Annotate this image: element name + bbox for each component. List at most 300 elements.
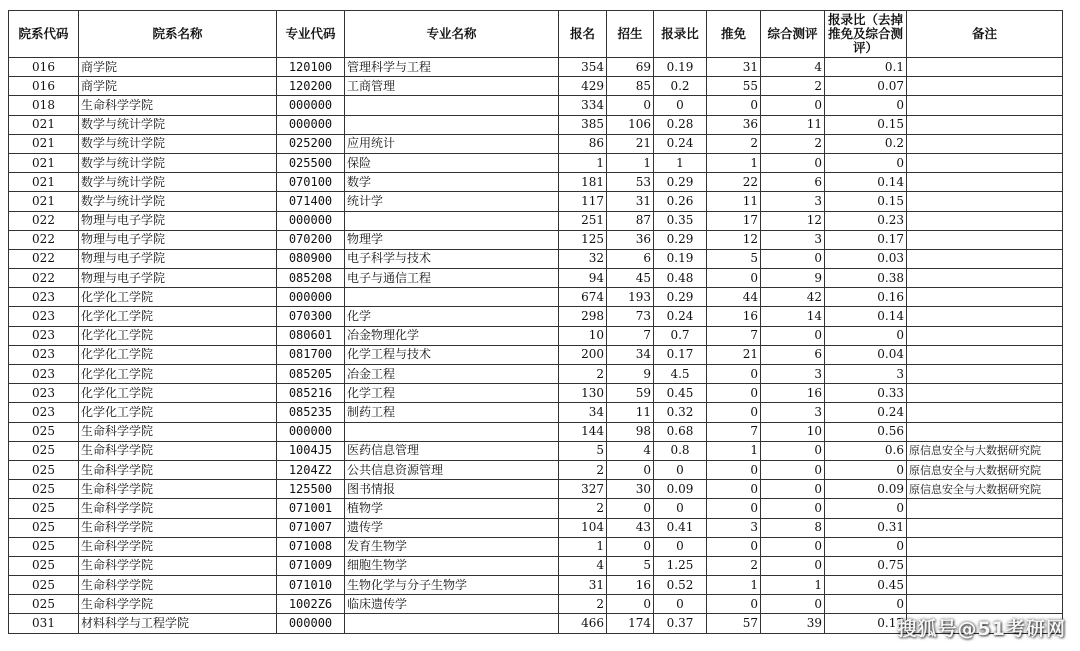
cell-ratio: 1.25 bbox=[654, 556, 707, 575]
cell-major-name: 图书情报 bbox=[345, 480, 559, 499]
cell-dept-code: 025 bbox=[9, 576, 79, 595]
cell-applicants: 86 bbox=[559, 134, 607, 153]
cell-remarks bbox=[907, 499, 1063, 518]
cell-dept-name: 生命科学学院 bbox=[79, 460, 277, 479]
table-row bbox=[9, 345, 1063, 364]
cell-remarks bbox=[907, 173, 1063, 192]
table-row bbox=[9, 230, 1063, 249]
cell-comprehensive: 0 bbox=[761, 96, 825, 115]
cell-comprehensive: 39 bbox=[761, 614, 825, 633]
cell-adjusted-ratio: 0.09 bbox=[825, 480, 907, 499]
cell-comprehensive: 42 bbox=[761, 288, 825, 307]
cell-dept-code: 023 bbox=[9, 326, 79, 345]
cell-dept-code: 021 bbox=[9, 192, 79, 211]
cell-major-name bbox=[345, 422, 559, 441]
cell-comprehensive: 6 bbox=[761, 345, 825, 364]
cell-exempt: 0 bbox=[707, 537, 761, 556]
cell-admitted: 45 bbox=[607, 269, 654, 288]
table-row bbox=[9, 288, 1063, 307]
cell-dept-name: 化学化工学院 bbox=[79, 307, 277, 326]
table-row bbox=[9, 441, 1063, 460]
cell-comprehensive: 0 bbox=[761, 499, 825, 518]
cell-dept-name: 数学与统计学院 bbox=[79, 134, 277, 153]
cell-dept-code: 023 bbox=[9, 307, 79, 326]
cell-adjusted-ratio: 0.17 bbox=[825, 230, 907, 249]
cell-comprehensive: 0 bbox=[761, 441, 825, 460]
cell-dept-code: 022 bbox=[9, 249, 79, 268]
header-adjusted-ratio: 报录比（去掉推免及综合测评） bbox=[825, 11, 907, 58]
cell-comprehensive: 4 bbox=[761, 58, 825, 77]
cell-admitted: 73 bbox=[607, 307, 654, 326]
cell-ratio: 0.37 bbox=[654, 614, 707, 633]
cell-applicants: 31 bbox=[559, 576, 607, 595]
table-row bbox=[9, 192, 1063, 211]
cell-admitted: 31 bbox=[607, 192, 654, 211]
cell-adjusted-ratio: 0.04 bbox=[825, 345, 907, 364]
cell-adjusted-ratio: 0.56 bbox=[825, 422, 907, 441]
cell-dept-code: 016 bbox=[9, 77, 79, 96]
cell-major-name: 发育生物学 bbox=[345, 537, 559, 556]
cell-dept-name: 生命科学学院 bbox=[79, 480, 277, 499]
cell-remarks bbox=[907, 249, 1063, 268]
cell-dept-code: 021 bbox=[9, 153, 79, 172]
cell-remarks bbox=[907, 518, 1063, 537]
cell-comprehensive: 9 bbox=[761, 269, 825, 288]
cell-adjusted-ratio: 0.03 bbox=[825, 249, 907, 268]
header-applicants: 报名 bbox=[559, 11, 607, 58]
cell-comprehensive: 3 bbox=[761, 230, 825, 249]
cell-exempt: 0 bbox=[707, 403, 761, 422]
cell-adjusted-ratio: 0.45 bbox=[825, 576, 907, 595]
cell-applicants: 34 bbox=[559, 403, 607, 422]
cell-ratio: 0.28 bbox=[654, 115, 707, 134]
cell-applicants: 32 bbox=[559, 249, 607, 268]
cell-remarks bbox=[907, 345, 1063, 364]
cell-major-code: 085208 bbox=[277, 269, 345, 288]
cell-adjusted-ratio: 0.2 bbox=[825, 134, 907, 153]
cell-applicants: 298 bbox=[559, 307, 607, 326]
header-comprehensive: 综合测评 bbox=[761, 11, 825, 58]
cell-comprehensive: 6 bbox=[761, 173, 825, 192]
cell-exempt: 11 bbox=[707, 192, 761, 211]
cell-admitted: 174 bbox=[607, 614, 654, 633]
cell-exempt: 36 bbox=[707, 115, 761, 134]
cell-adjusted-ratio: 0.14 bbox=[825, 173, 907, 192]
cell-dept-name: 化学化工学院 bbox=[79, 403, 277, 422]
cell-dept-code: 022 bbox=[9, 230, 79, 249]
cell-admitted: 0 bbox=[607, 595, 654, 614]
cell-dept-code: 025 bbox=[9, 480, 79, 499]
cell-exempt: 3 bbox=[707, 518, 761, 537]
cell-admitted: 36 bbox=[607, 230, 654, 249]
cell-ratio: 0 bbox=[654, 537, 707, 556]
cell-ratio: 0.68 bbox=[654, 422, 707, 441]
cell-ratio: 0 bbox=[654, 96, 707, 115]
cell-major-name: 临床遗传学 bbox=[345, 595, 559, 614]
cell-dept-name: 生命科学学院 bbox=[79, 96, 277, 115]
cell-exempt: 1 bbox=[707, 441, 761, 460]
table-row bbox=[9, 134, 1063, 153]
cell-dept-name: 化学化工学院 bbox=[79, 345, 277, 364]
cell-comprehensive: 10 bbox=[761, 422, 825, 441]
cell-ratio: 0.48 bbox=[654, 269, 707, 288]
cell-remarks bbox=[907, 115, 1063, 134]
cell-major-name: 化学工程与技术 bbox=[345, 345, 559, 364]
cell-dept-name: 生命科学学院 bbox=[79, 518, 277, 537]
cell-comprehensive: 2 bbox=[761, 134, 825, 153]
cell-ratio: 0.29 bbox=[654, 288, 707, 307]
cell-applicants: 10 bbox=[559, 326, 607, 345]
cell-dept-code: 025 bbox=[9, 556, 79, 575]
cell-applicants: 200 bbox=[559, 345, 607, 364]
cell-major-code: 071008 bbox=[277, 537, 345, 556]
cell-comprehensive: 8 bbox=[761, 518, 825, 537]
cell-adjusted-ratio: 0.31 bbox=[825, 518, 907, 537]
cell-major-name: 遗传学 bbox=[345, 518, 559, 537]
table-body bbox=[9, 58, 1063, 634]
cell-ratio: 0.09 bbox=[654, 480, 707, 499]
cell-dept-code: 023 bbox=[9, 365, 79, 384]
cell-exempt: 55 bbox=[707, 77, 761, 96]
cell-dept-name: 生命科学学院 bbox=[79, 537, 277, 556]
cell-major-code: 071007 bbox=[277, 518, 345, 537]
cell-dept-name: 生命科学学院 bbox=[79, 441, 277, 460]
cell-ratio: 1 bbox=[654, 153, 707, 172]
cell-ratio: 4.5 bbox=[654, 365, 707, 384]
cell-major-name bbox=[345, 288, 559, 307]
cell-major-name bbox=[345, 211, 559, 230]
cell-exempt: 22 bbox=[707, 173, 761, 192]
cell-major-name bbox=[345, 614, 559, 633]
cell-exempt: 7 bbox=[707, 422, 761, 441]
cell-dept-code: 022 bbox=[9, 269, 79, 288]
cell-exempt: 7 bbox=[707, 326, 761, 345]
cell-comprehensive: 3 bbox=[761, 403, 825, 422]
cell-adjusted-ratio: 0 bbox=[825, 326, 907, 345]
cell-dept-code: 023 bbox=[9, 384, 79, 403]
cell-comprehensive: 0 bbox=[761, 460, 825, 479]
cell-dept-name: 生命科学学院 bbox=[79, 576, 277, 595]
cell-major-name: 电子科学与技术 bbox=[345, 249, 559, 268]
cell-major-code: 071010 bbox=[277, 576, 345, 595]
cell-adjusted-ratio: 0 bbox=[825, 595, 907, 614]
cell-remarks bbox=[907, 58, 1063, 77]
cell-admitted: 0 bbox=[607, 537, 654, 556]
cell-applicants: 4 bbox=[559, 556, 607, 575]
header-major-code: 专业代码 bbox=[277, 11, 345, 58]
table-row bbox=[9, 326, 1063, 345]
cell-admitted: 5 bbox=[607, 556, 654, 575]
cell-admitted: 193 bbox=[607, 288, 654, 307]
cell-adjusted-ratio: 0 bbox=[825, 537, 907, 556]
cell-exempt: 0 bbox=[707, 595, 761, 614]
cell-exempt: 0 bbox=[707, 269, 761, 288]
cell-dept-code: 023 bbox=[9, 288, 79, 307]
cell-ratio: 0.45 bbox=[654, 384, 707, 403]
header-exempt: 推免 bbox=[707, 11, 761, 58]
cell-dept-code: 023 bbox=[9, 403, 79, 422]
header-major-name: 专业名称 bbox=[345, 11, 559, 58]
cell-applicants: 2 bbox=[559, 595, 607, 614]
cell-exempt: 57 bbox=[707, 614, 761, 633]
table-row bbox=[9, 153, 1063, 172]
cell-remarks bbox=[907, 556, 1063, 575]
cell-comprehensive: 2 bbox=[761, 77, 825, 96]
cell-dept-name: 数学与统计学院 bbox=[79, 192, 277, 211]
cell-exempt: 1 bbox=[707, 576, 761, 595]
header-dept-code: 院系代码 bbox=[9, 11, 79, 58]
header-remarks: 备注 bbox=[907, 11, 1063, 58]
cell-dept-name: 数学与统计学院 bbox=[79, 115, 277, 134]
cell-major-code: 070300 bbox=[277, 307, 345, 326]
header-row bbox=[9, 11, 1063, 58]
cell-major-code: 000000 bbox=[277, 422, 345, 441]
cell-ratio: 0.35 bbox=[654, 211, 707, 230]
cell-major-name: 物理学 bbox=[345, 230, 559, 249]
cell-major-name: 冶金物理化学 bbox=[345, 326, 559, 345]
cell-admitted: 11 bbox=[607, 403, 654, 422]
cell-dept-name: 材料科学与工程学院 bbox=[79, 614, 277, 633]
cell-admitted: 6 bbox=[607, 249, 654, 268]
cell-ratio: 0 bbox=[654, 595, 707, 614]
cell-major-code: 000000 bbox=[277, 96, 345, 115]
cell-major-code: 070200 bbox=[277, 230, 345, 249]
cell-adjusted-ratio: 0 bbox=[825, 460, 907, 479]
cell-dept-code: 031 bbox=[9, 614, 79, 633]
cell-admitted: 0 bbox=[607, 96, 654, 115]
cell-dept-name: 商学院 bbox=[79, 77, 277, 96]
cell-ratio: 0.24 bbox=[654, 307, 707, 326]
cell-major-name: 公共信息资源管理 bbox=[345, 460, 559, 479]
table-row bbox=[9, 365, 1063, 384]
cell-major-name: 医药信息管理 bbox=[345, 441, 559, 460]
cell-dept-name: 物理与电子学院 bbox=[79, 269, 277, 288]
cell-adjusted-ratio: 0.15 bbox=[825, 115, 907, 134]
cell-ratio: 0 bbox=[654, 499, 707, 518]
cell-applicants: 181 bbox=[559, 173, 607, 192]
cell-major-code: 1002Z6 bbox=[277, 595, 345, 614]
cell-applicants: 674 bbox=[559, 288, 607, 307]
cell-exempt: 17 bbox=[707, 211, 761, 230]
cell-adjusted-ratio: 0.15 bbox=[825, 192, 907, 211]
cell-major-name: 制药工程 bbox=[345, 403, 559, 422]
cell-major-code: 071009 bbox=[277, 556, 345, 575]
cell-adjusted-ratio: 3 bbox=[825, 365, 907, 384]
cell-major-name: 细胞生物学 bbox=[345, 556, 559, 575]
cell-major-code: 000000 bbox=[277, 115, 345, 134]
cell-admitted: 43 bbox=[607, 518, 654, 537]
cell-remarks bbox=[907, 384, 1063, 403]
cell-remarks bbox=[907, 422, 1063, 441]
cell-major-code: 080601 bbox=[277, 326, 345, 345]
table-row bbox=[9, 460, 1063, 479]
cell-major-code: 000000 bbox=[277, 288, 345, 307]
cell-major-name: 应用统计 bbox=[345, 134, 559, 153]
cell-applicants: 251 bbox=[559, 211, 607, 230]
cell-remarks: 原信息安全与大数据研究院 bbox=[907, 441, 1063, 460]
cell-exempt: 0 bbox=[707, 365, 761, 384]
cell-applicants: 125 bbox=[559, 230, 607, 249]
cell-admitted: 87 bbox=[607, 211, 654, 230]
cell-major-code: 070100 bbox=[277, 173, 345, 192]
cell-ratio: 0.24 bbox=[654, 134, 707, 153]
cell-remarks bbox=[907, 134, 1063, 153]
cell-admitted: 34 bbox=[607, 345, 654, 364]
table-row bbox=[9, 77, 1063, 96]
cell-exempt: 0 bbox=[707, 480, 761, 499]
cell-major-name: 电子与通信工程 bbox=[345, 269, 559, 288]
cell-admitted: 98 bbox=[607, 422, 654, 441]
cell-applicants: 94 bbox=[559, 269, 607, 288]
cell-remarks bbox=[907, 96, 1063, 115]
table-row bbox=[9, 211, 1063, 230]
cell-exempt: 1 bbox=[707, 153, 761, 172]
cell-dept-code: 021 bbox=[9, 115, 79, 134]
cell-remarks bbox=[907, 326, 1063, 345]
cell-ratio: 0 bbox=[654, 460, 707, 479]
cell-exempt: 0 bbox=[707, 460, 761, 479]
cell-comprehensive: 14 bbox=[761, 307, 825, 326]
cell-major-code: 085216 bbox=[277, 384, 345, 403]
cell-exempt: 5 bbox=[707, 249, 761, 268]
cell-major-code: 025500 bbox=[277, 153, 345, 172]
cell-ratio: 0.19 bbox=[654, 58, 707, 77]
cell-adjusted-ratio: 0.07 bbox=[825, 77, 907, 96]
cell-remarks bbox=[907, 211, 1063, 230]
cell-applicants: 144 bbox=[559, 422, 607, 441]
cell-ratio: 0.2 bbox=[654, 77, 707, 96]
cell-adjusted-ratio: 0.6 bbox=[825, 441, 907, 460]
cell-major-code: 085235 bbox=[277, 403, 345, 422]
cell-major-code: 120200 bbox=[277, 77, 345, 96]
cell-applicants: 327 bbox=[559, 480, 607, 499]
cell-applicants: 2 bbox=[559, 365, 607, 384]
header-dept-name: 院系名称 bbox=[79, 11, 277, 58]
cell-dept-name: 物理与电子学院 bbox=[79, 211, 277, 230]
cell-applicants: 130 bbox=[559, 384, 607, 403]
table-row bbox=[9, 384, 1063, 403]
cell-dept-name: 数学与统计学院 bbox=[79, 153, 277, 172]
cell-dept-name: 数学与统计学院 bbox=[79, 173, 277, 192]
table-row bbox=[9, 518, 1063, 537]
cell-applicants: 385 bbox=[559, 115, 607, 134]
cell-ratio: 0.52 bbox=[654, 576, 707, 595]
cell-remarks bbox=[907, 403, 1063, 422]
table-row bbox=[9, 173, 1063, 192]
cell-dept-code: 016 bbox=[9, 58, 79, 77]
table-row bbox=[9, 537, 1063, 556]
table-row bbox=[9, 556, 1063, 575]
cell-exempt: 0 bbox=[707, 499, 761, 518]
cell-ratio: 0.7 bbox=[654, 326, 707, 345]
cell-adjusted-ratio: 0.23 bbox=[825, 211, 907, 230]
cell-dept-name: 生命科学学院 bbox=[79, 422, 277, 441]
cell-remarks: 原信息安全与大数据研究院 bbox=[907, 460, 1063, 479]
cell-major-code: 085205 bbox=[277, 365, 345, 384]
cell-comprehensive: 0 bbox=[761, 249, 825, 268]
cell-exempt: 2 bbox=[707, 134, 761, 153]
cell-admitted: 30 bbox=[607, 480, 654, 499]
cell-ratio: 0.32 bbox=[654, 403, 707, 422]
header-admitted: 招生 bbox=[607, 11, 654, 58]
cell-admitted: 53 bbox=[607, 173, 654, 192]
cell-exempt: 31 bbox=[707, 58, 761, 77]
cell-dept-code: 025 bbox=[9, 422, 79, 441]
cell-remarks bbox=[907, 77, 1063, 96]
cell-comprehensive: 0 bbox=[761, 556, 825, 575]
cell-major-code: 081700 bbox=[277, 345, 345, 364]
cell-exempt: 2 bbox=[707, 556, 761, 575]
cell-comprehensive: 0 bbox=[761, 326, 825, 345]
cell-dept-name: 生命科学学院 bbox=[79, 499, 277, 518]
cell-exempt: 0 bbox=[707, 96, 761, 115]
cell-applicants: 334 bbox=[559, 96, 607, 115]
cell-dept-code: 025 bbox=[9, 518, 79, 537]
cell-applicants: 104 bbox=[559, 518, 607, 537]
cell-comprehensive: 0 bbox=[761, 595, 825, 614]
cell-dept-code: 025 bbox=[9, 460, 79, 479]
cell-adjusted-ratio: 0.33 bbox=[825, 384, 907, 403]
cell-remarks bbox=[907, 595, 1063, 614]
cell-dept-code: 025 bbox=[9, 595, 79, 614]
cell-admitted: 21 bbox=[607, 134, 654, 153]
table-row bbox=[9, 576, 1063, 595]
cell-admitted: 59 bbox=[607, 384, 654, 403]
cell-remarks bbox=[907, 365, 1063, 384]
cell-major-name: 植物学 bbox=[345, 499, 559, 518]
cell-exempt: 0 bbox=[707, 384, 761, 403]
table-row bbox=[9, 480, 1063, 499]
cell-remarks bbox=[907, 153, 1063, 172]
cell-dept-name: 商学院 bbox=[79, 58, 277, 77]
cell-major-name: 生物化学与分子生物学 bbox=[345, 576, 559, 595]
cell-dept-code: 018 bbox=[9, 96, 79, 115]
cell-major-code: 125500 bbox=[277, 480, 345, 499]
cell-adjusted-ratio: 0 bbox=[825, 153, 907, 172]
table-row bbox=[9, 249, 1063, 268]
cell-dept-name: 物理与电子学院 bbox=[79, 230, 277, 249]
table-row bbox=[9, 307, 1063, 326]
cell-dept-name: 化学化工学院 bbox=[79, 365, 277, 384]
cell-dept-name: 物理与电子学院 bbox=[79, 249, 277, 268]
cell-ratio: 0.41 bbox=[654, 518, 707, 537]
cell-dept-name: 生命科学学院 bbox=[79, 556, 277, 575]
cell-dept-code: 023 bbox=[9, 345, 79, 364]
cell-major-code: 000000 bbox=[277, 614, 345, 633]
cell-ratio: 0.29 bbox=[654, 230, 707, 249]
cell-exempt: 12 bbox=[707, 230, 761, 249]
cell-remarks: 原信息安全与大数据研究院 bbox=[907, 480, 1063, 499]
cell-major-name: 管理科学与工程 bbox=[345, 58, 559, 77]
cell-admitted: 4 bbox=[607, 441, 654, 460]
cell-comprehensive: 16 bbox=[761, 384, 825, 403]
table-row bbox=[9, 269, 1063, 288]
cell-remarks bbox=[907, 307, 1063, 326]
cell-major-code: 071001 bbox=[277, 499, 345, 518]
watermark-text: 搜狐号@51考研网 bbox=[897, 618, 1066, 640]
cell-dept-code: 025 bbox=[9, 499, 79, 518]
cell-admitted: 0 bbox=[607, 460, 654, 479]
cell-major-code: 1004J5 bbox=[277, 441, 345, 460]
cell-dept-name: 化学化工学院 bbox=[79, 326, 277, 345]
cell-remarks bbox=[907, 576, 1063, 595]
table-row bbox=[9, 96, 1063, 115]
cell-admitted: 9 bbox=[607, 365, 654, 384]
cell-applicants: 354 bbox=[559, 58, 607, 77]
cell-major-name: 保险 bbox=[345, 153, 559, 172]
cell-admitted: 16 bbox=[607, 576, 654, 595]
cell-adjusted-ratio: 0.17 bbox=[825, 614, 907, 633]
